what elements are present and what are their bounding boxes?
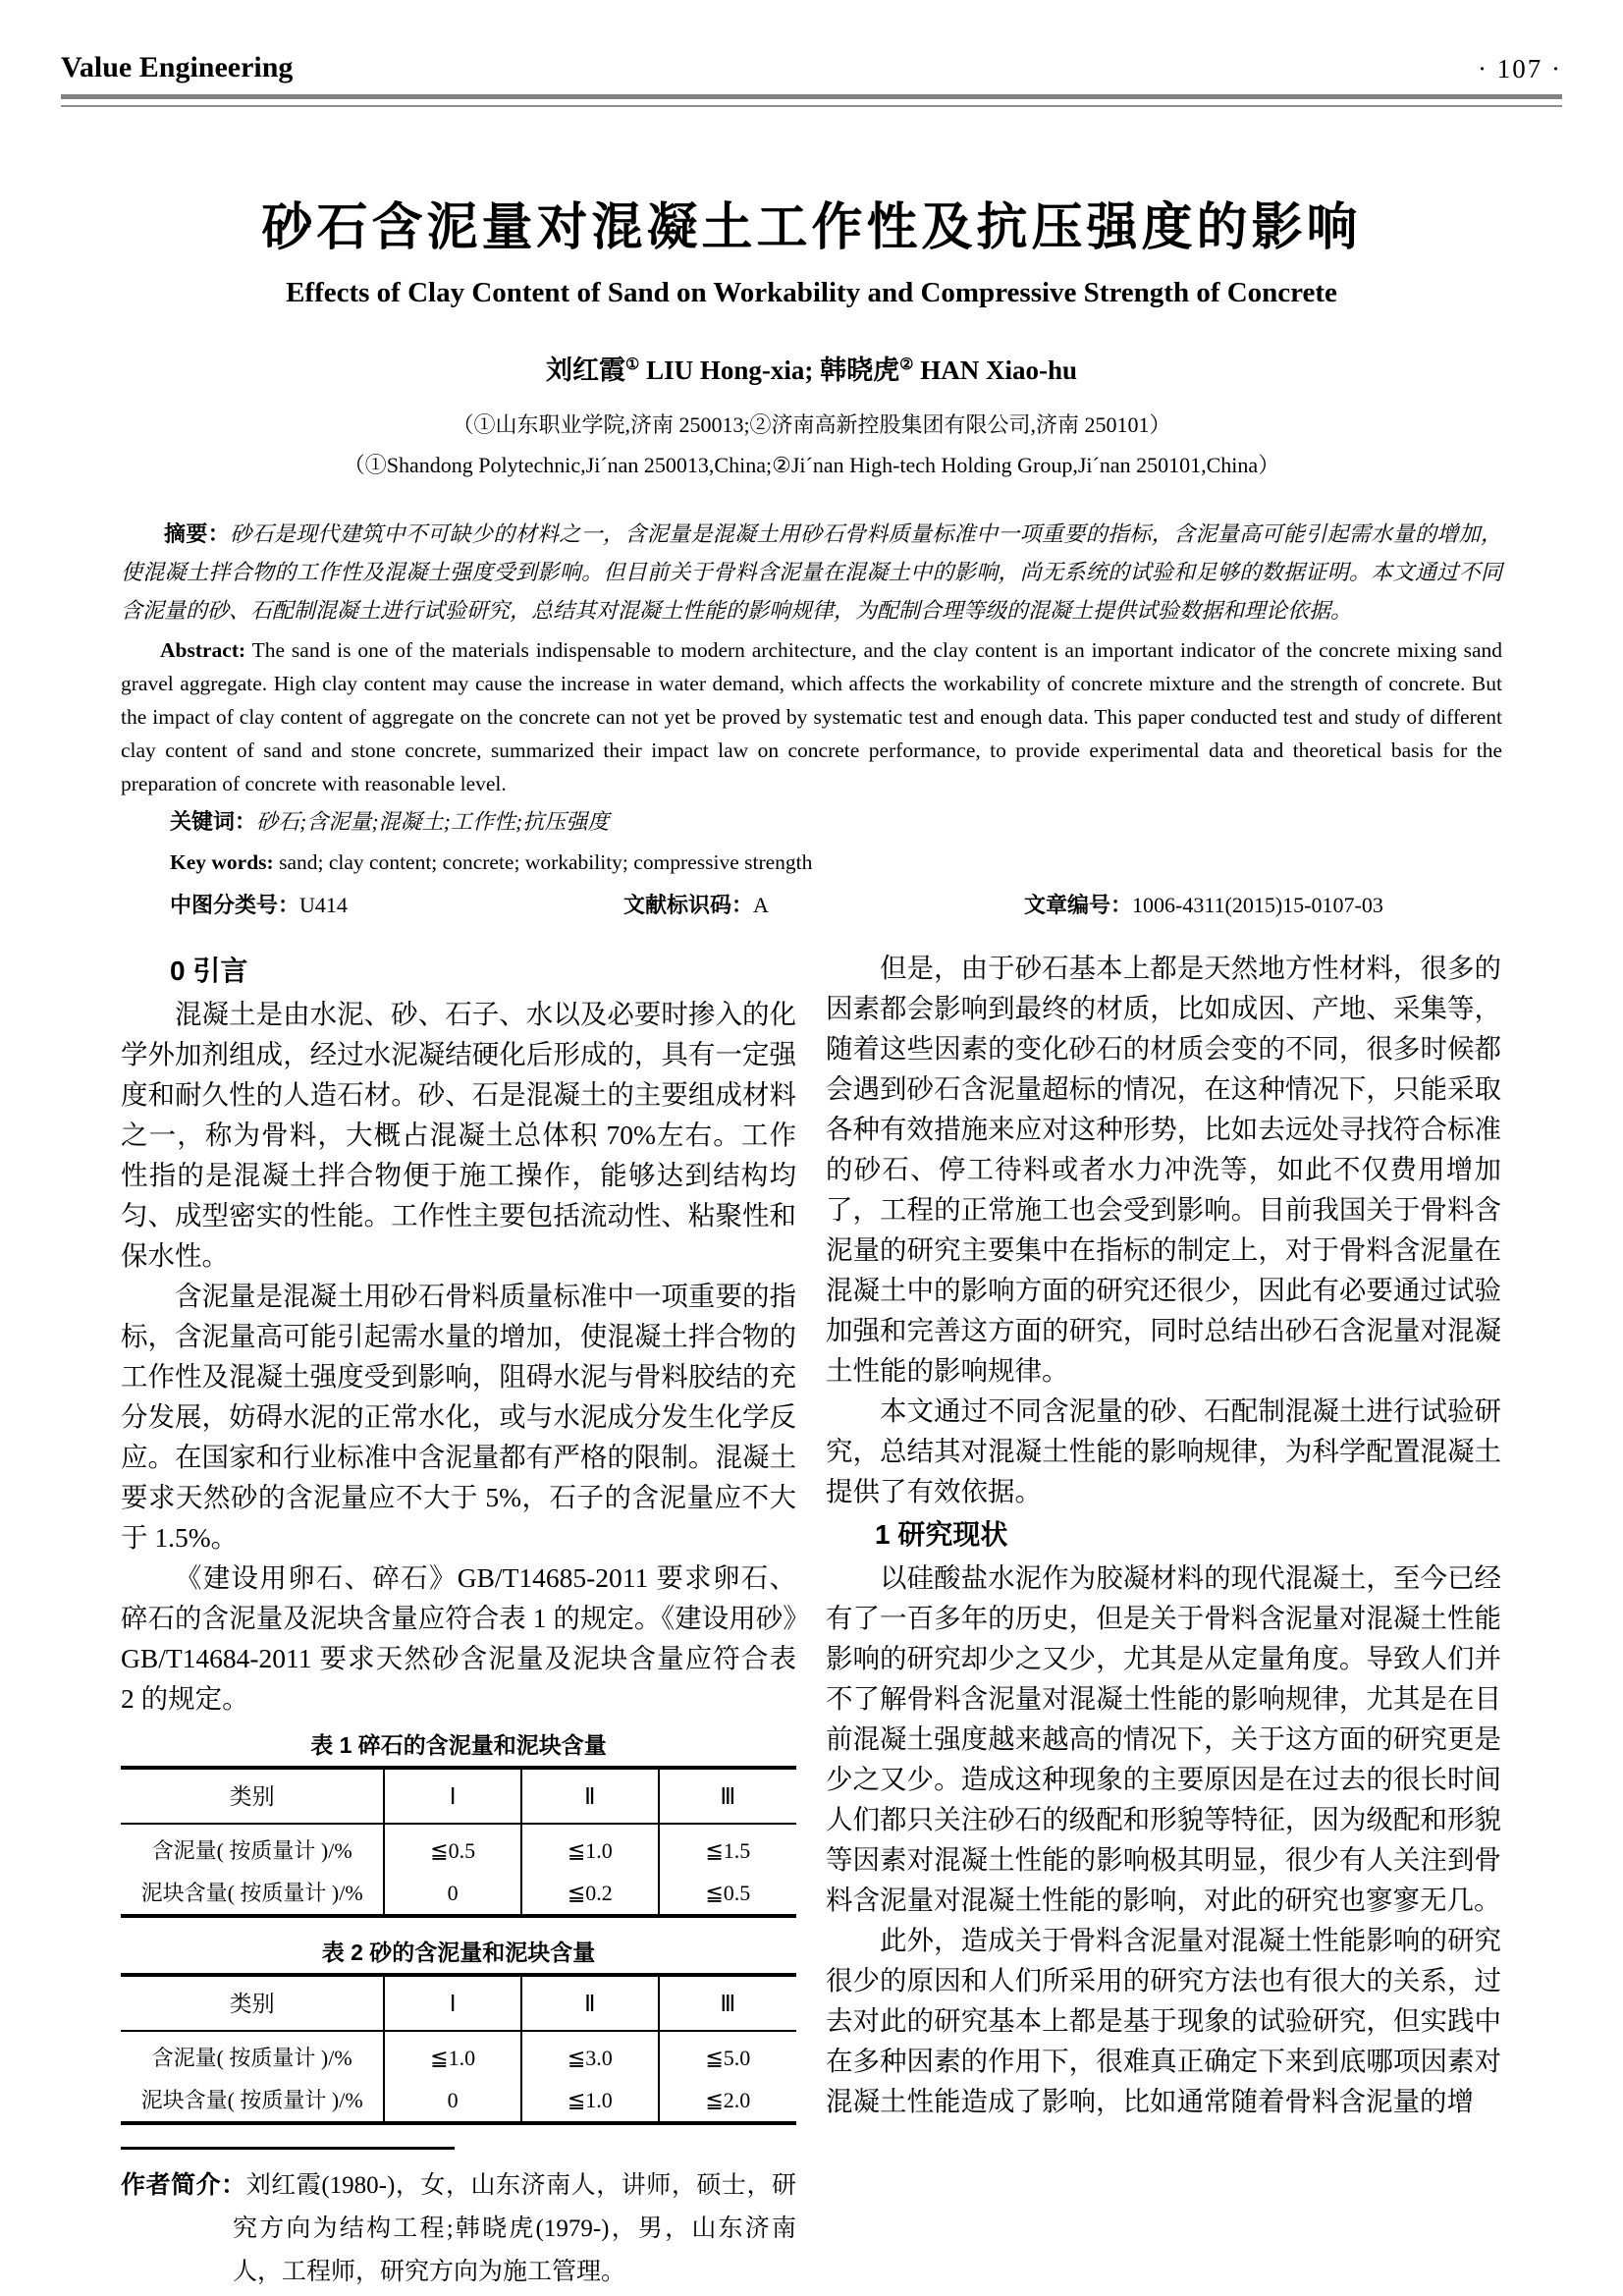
author-2-latin: HAN Xiao-hu (913, 355, 1077, 385)
section-heading-0: 0 引言 (170, 956, 248, 986)
table-cell: 0 (384, 2079, 521, 2123)
table-header-cell: Ⅲ (659, 1768, 796, 1824)
author-1-name: 刘红霞 (546, 355, 625, 385)
table-2-caption: 表 2 砂的含泥量和泥块含量 (321, 1940, 596, 1965)
table-cell: 含泥量( 按质量计 )/% (151, 1838, 352, 1863)
table-header-cell: Ⅰ (384, 1768, 521, 1824)
article-title-en: Effects of Clay Content of Sand on Workability and Compressive Strength of Concrete (286, 277, 1337, 308)
paragraph: 《建设用卵石、碎石》GB/T14685-2011 要求卵石、碎石的含泥量及泥块含量应符合表 1 的规定。《建设用砂》GB/T14684-2011 要求天然砂含泥量及泥块含量应符合表 2 的规定。 (121, 1562, 796, 1714)
affiliation-zh: （①山东职业学院,济南 250013;②济南高新控股集团有限公司,济南 250101） (452, 412, 1171, 437)
table-header-row (121, 1975, 796, 2031)
table-cell: ≦1.0 (384, 2031, 521, 2079)
header-rule-thin (61, 105, 1562, 107)
table-cell: 泥块含量( 按质量计 )/% (140, 2088, 363, 2112)
body-columns (121, 948, 1502, 2294)
table-cell: ≦1.5 (659, 1824, 796, 1872)
document-code: 文献标识码：A (623, 893, 769, 917)
table-1 (121, 1766, 796, 1918)
author-bio (121, 2163, 796, 2294)
affiliation-en: （①Shandong Polytechnic,Ji´nan 250013,China;②Ji´nan High-tech Holding Group,Ji´nan 250101,China） (343, 453, 1280, 477)
table-row (121, 2079, 796, 2123)
author-bio-label: 作者简介： (121, 2171, 246, 2199)
keywords-zh-label: 关键词： (170, 809, 257, 834)
table-cell: ≦1.0 (521, 2079, 659, 2123)
abstract-zh (121, 515, 1502, 629)
table-row (121, 1824, 796, 1872)
table-1-caption: 表 1 碎石的含泥量和泥块含量 (310, 1732, 607, 1758)
paragraph: 但是，由于砂石基本上都是天然地方性材料，很多的因素都会影响到最终的材质，比如成因、产地、采集等，随着这些因素的变化砂石的材质会变的不同，很多时候都会遇到砂石含泥量超标的情况，在这种情况下，只能采取各种有效措施来应对这种形势，比如去远处寻找符合标准的砂石、停工待料或者水力冲洗等，如此不仅费用增加了，工程的正常施工也会受到影响。目前我国关于骨料含泥量的研究主要集中在指标的制定上，对于骨料含泥量在混凝土中的影响方面的研究还很少，因此有必要通过试验加强和完善这方面的研究，同时总结出砂石含泥量对混凝土性能的影响规律。 (826, 953, 1501, 1386)
footnote-rule (121, 2147, 455, 2150)
keywords-en-label: Key words: (170, 850, 274, 874)
author-1-affmark: ① (625, 356, 640, 373)
author-bio-text: 刘红霞(1980-)，女，山东济南人，讲师，硕士，研究方向为结构工程;韩晓虎(1979-)，男，山东济南人，工程师，研究方向为施工管理。 (233, 2172, 796, 2285)
table-header-cell: Ⅱ (521, 1768, 659, 1824)
table-cell: ≦5.0 (659, 2031, 796, 2079)
table-header-cell: 类别 (121, 1975, 384, 2031)
abstract-zh-label: 摘要： (164, 521, 231, 546)
abstract-zh-text: 砂石是现代建筑中不可缺少的材料之一，含泥量是混凝土用砂石骨料质量标准中一项重要的指标，含泥量高可能引起需水量的增加，使混凝土拌合物的工作性及混凝土强度受到影响。但目前关于骨料含泥量在混凝土中的影响，尚无系统的试验和足够的数据证明。本文通过不同含泥量的砂、石配制混凝土进行试验研究，总结其对混凝土性能的影响规律，为配制合理等级的混凝土提供试验数据和理论依据。 (121, 521, 1502, 623)
author-1-latin: LIU Hong-xia; (639, 355, 814, 385)
table-cell: ≦0.5 (384, 1824, 521, 1872)
table-header-cell: Ⅰ (384, 1975, 521, 2031)
left-column (121, 948, 796, 2294)
journal-name: Value Engineering (61, 51, 294, 83)
table-cell: ≦3.0 (521, 2031, 659, 2079)
table-cell: 0 (384, 1872, 521, 1916)
page-number: · 107 · (1478, 54, 1562, 83)
table-cell: ≦2.0 (659, 2079, 796, 2123)
keywords-zh-text: 砂石;含泥量;混凝土;工作性;抗压强度 (256, 809, 610, 834)
front-matter (121, 515, 1502, 924)
abstract-en-label: Abstract: (160, 638, 246, 662)
right-column (826, 948, 1501, 2294)
keywords-en (121, 844, 1502, 881)
table-2 (121, 1973, 796, 2125)
article-number: 文章编号：1006-4311(2015)15-0107-03 (1024, 893, 1383, 917)
author-line (0, 349, 1623, 387)
table-cell: 含泥量( 按质量计 )/% (151, 2046, 352, 2070)
table-row (121, 2031, 796, 2079)
table-header-row (121, 1768, 796, 1824)
table-row (121, 1872, 796, 1916)
keywords-zh (121, 803, 1502, 841)
clc-number: 中图分类号：U414 (170, 893, 348, 917)
article-title-zh: 砂石含泥量对混凝土工作性及抗压强度的影响 (261, 199, 1362, 256)
table-cell: ≦1.0 (521, 1824, 659, 1872)
paragraph: 含泥量是混凝土用砂石骨料质量标准中一项重要的指标，含泥量高可能引起需水量的增加，使混凝土拌合物的工作性及混凝土强度受到影响，阻碍水泥与骨料胶结的充分发展，妨碍水泥的正常水化，或与水泥成分发生化学反应。在国家和行业标准中含泥量都有严格的限制。混凝土要求天然砂的含泥量应不大于 5%，石子的含泥量应不大于 1.5%。 (121, 1281, 796, 1553)
paragraph: 以硅酸盐水泥作为胶凝材料的现代混凝土，至今已经有了一百多年的历史，但是关于骨料含泥量对混凝土性能影响的研究却少之又少，尤其是从定量角度。导致人们并不了解骨料含泥量对混凝土性能的影响规律，尤其是在目前混凝土强度越来越高的情况下，关于这方面的研究更是少之又少。造成这种现象的主要原因是在过去的很长时间人们都只关注砂石的级配和形貌等特征，因为级配和形貌等因素对混凝土性能的影响极其明显，很少有人关注到骨料含泥量对混凝土性能的影响，对此的研究也寥寥无几。 (826, 1562, 1501, 1915)
paragraph: 本文通过不同含泥量的砂、石配制混凝土进行试验研究，总结其对混凝土性能的影响规律，为科学配置混凝土提供了有效依据。 (826, 1395, 1501, 1506)
abstract-en-text: The sand is one of the materials indispensable to modern architecture, and the clay content is an important indicator of the concrete mixing sand gravel aggregate. High clay content may cause the increase in water demand, which affects the workability of concrete mixture and the strength of concrete. But the impact of clay content of aggregate on the concrete can not yet be proved by systematic test and enough data. This paper conducted test and study of different clay content of sand and stone concrete, summarized their impact law on concrete performance, to provide experimental data and theoretical basis for the preparation of concrete with reasonable level. (121, 638, 1502, 795)
article-meta-row (121, 887, 1502, 924)
table-cell: ≦0.2 (521, 1872, 659, 1916)
table-header-cell: Ⅲ (659, 1975, 796, 2031)
table-cell: 泥块含量( 按质量计 )/% (140, 1881, 363, 1905)
header-rule-thick (61, 94, 1562, 99)
running-head (61, 51, 1562, 84)
abstract-en (121, 633, 1502, 800)
table-header-cell: Ⅱ (521, 1975, 659, 2031)
paragraph: 混凝土是由水泥、砂、石子、水以及必要时掺入的化学外加剂组成，经过水泥凝结硬化后形成的，具有一定强度和耐久性的人造石材。砂、石是混凝土的主要组成材料之一，称为骨料，大概占混凝土总体积 70%左右。工作性指的是混凝土拌合物便于施工操作，能够达到结构均匀、成型密实的性能。工作性主要包括流动性、粘聚性和保水性。 (121, 999, 796, 1271)
author-2-name: 韩晓虎 (820, 355, 900, 385)
author-2-affmark: ② (899, 356, 914, 373)
table-cell: ≦0.5 (659, 1872, 796, 1916)
author-bio-section (121, 2147, 796, 2294)
table-header-cell: 类别 (121, 1768, 384, 1824)
keywords-en-text: sand; clay content; concrete; workability; compressive strength (273, 850, 813, 874)
section-heading-1: 1 研究现状 (875, 1519, 1008, 1550)
paragraph: 此外，造成关于骨料含泥量对混凝土性能影响的研究很少的原因和人们所采用的研究方法也有很大的关系，过去对此的研究基本上都是基于现象的试验研究，但实践中在多种因素的作用下，很难真正确定下来到底哪项因素对混凝土性能造成了影响，比如通常随着骨料含泥量的增 (826, 1925, 1501, 2116)
